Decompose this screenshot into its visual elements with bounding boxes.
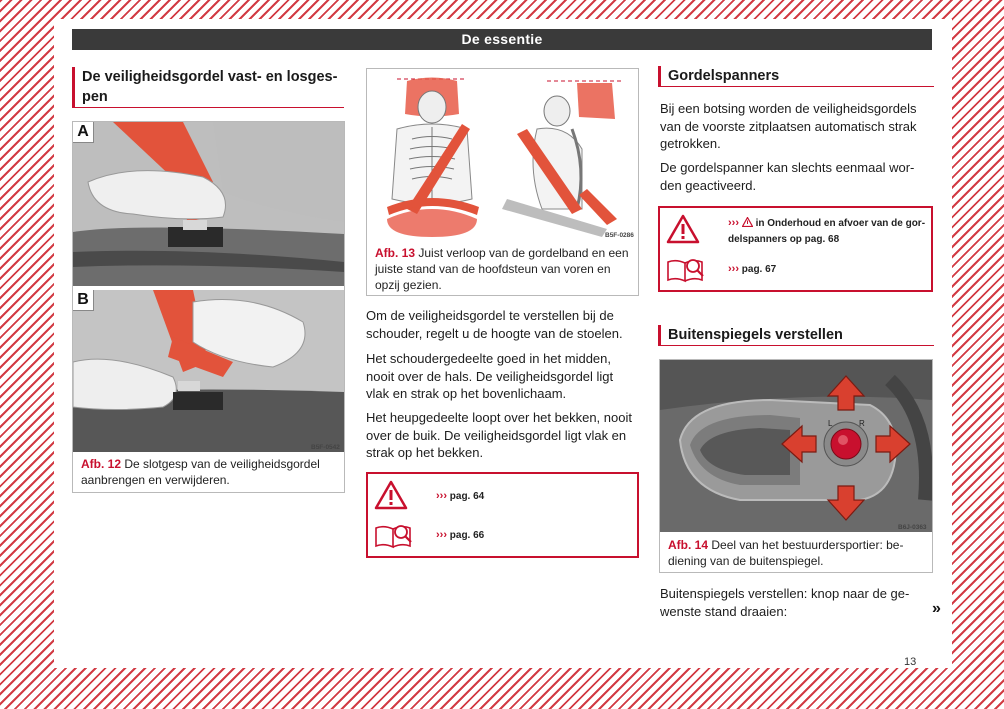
- caption-label: Afb. 13: [375, 246, 416, 260]
- warning-page-ref[interactable]: ››› in Onderhoud en afvoer van de gor- delspanners op pag. 68: [728, 217, 926, 245]
- figure-12: [72, 121, 345, 493]
- small-warning-icon: [742, 217, 753, 227]
- continue-marker: »: [932, 600, 941, 617]
- chevron-icon: ›››: [436, 529, 447, 541]
- caption-text: Juist verloop van de gordelband en een juiste stand van de hoofdsteun van voren en opzij gezien.: [375, 246, 629, 292]
- figure-code: B5F-0542: [311, 444, 340, 451]
- figure-13: [366, 68, 639, 296]
- book-magnifier-icon: [374, 522, 414, 550]
- caption-text: Deel van het bestuurdersportier: be-diening van de buitenspiegel.: [668, 538, 904, 568]
- warning-reference-box: [658, 206, 933, 292]
- chevron-icon: ›››: [728, 263, 739, 275]
- figure-14: [659, 359, 933, 573]
- paragraph: Bij een botsing worden de veiligheidsgordels van de voorste zitplaatsen automatisch strak getrokken.: [660, 101, 917, 151]
- figure-code: B5F-0286: [605, 232, 634, 239]
- page-number: 13: [904, 656, 917, 668]
- paragraph: Om de veiligheidsgordel te verstellen bij de schouder, regelt u de hoogte van de stoelen.: [366, 308, 623, 341]
- warning-icon: [374, 480, 408, 510]
- further-info-page-ref[interactable]: ››› pag. 66: [436, 529, 485, 541]
- mirror-control-photo: [660, 360, 932, 532]
- paragraph: Het schoudergedeelte goed in het midden, nooit over de hals. De veiligheidsgordel ligt vlak en strak op het bovenlichaam.: [366, 351, 614, 401]
- heading-belt-tensioners: Gordelspanners: [658, 66, 934, 87]
- paragraph: Het heupgedeelte loopt over het bekken, nooit over de buik. De veiligheidsgordel ligt vlak en strak op het bekken.: [366, 410, 632, 460]
- skeleton-seatbelt-illustration: [367, 69, 638, 241]
- seatbelt-buckle-photo: [73, 122, 344, 452]
- warning-page-ref[interactable]: ››› pag. 64: [436, 490, 485, 502]
- chevron-icon: ›››: [728, 217, 739, 229]
- figure-12-caption: [81, 456, 339, 488]
- section-title-bar: De essentie: [72, 29, 932, 50]
- caption-label: Afb. 12: [81, 457, 122, 471]
- figure-14-caption: [668, 537, 926, 569]
- heading-seatbelt: De veiligheidsgordel vast- en losges- pen: [72, 67, 344, 108]
- chevron-icon: ›››: [436, 490, 447, 502]
- figure-code: B6J-0363: [898, 524, 927, 531]
- further-info-page-ref[interactable]: ››› pag. 67: [728, 263, 777, 275]
- warning-reference-box: [366, 472, 639, 558]
- knob-letter-l: L: [828, 419, 833, 428]
- paragraph: De gordelspanner kan slechts eenmaal wor-den geactiveerd.: [660, 160, 915, 193]
- panel-b-label: B: [73, 290, 94, 311]
- figure-13-caption: [375, 245, 633, 293]
- heading-mirror-adjust: Buitenspiegels verstellen: [658, 325, 934, 346]
- page: [54, 19, 952, 668]
- book-magnifier-icon: [666, 256, 706, 284]
- warning-icon: [666, 214, 700, 244]
- knob-letter-r: R: [859, 419, 865, 428]
- caption-text: De slotgesp van de veiligheidsgordel aanbrengen en verwijderen.: [81, 457, 320, 487]
- paragraph: Buitenspiegels verstellen: knop naar de ge-wenste stand draaien:: [660, 586, 910, 619]
- panel-a-label: A: [73, 122, 94, 143]
- caption-label: Afb. 14: [668, 538, 709, 552]
